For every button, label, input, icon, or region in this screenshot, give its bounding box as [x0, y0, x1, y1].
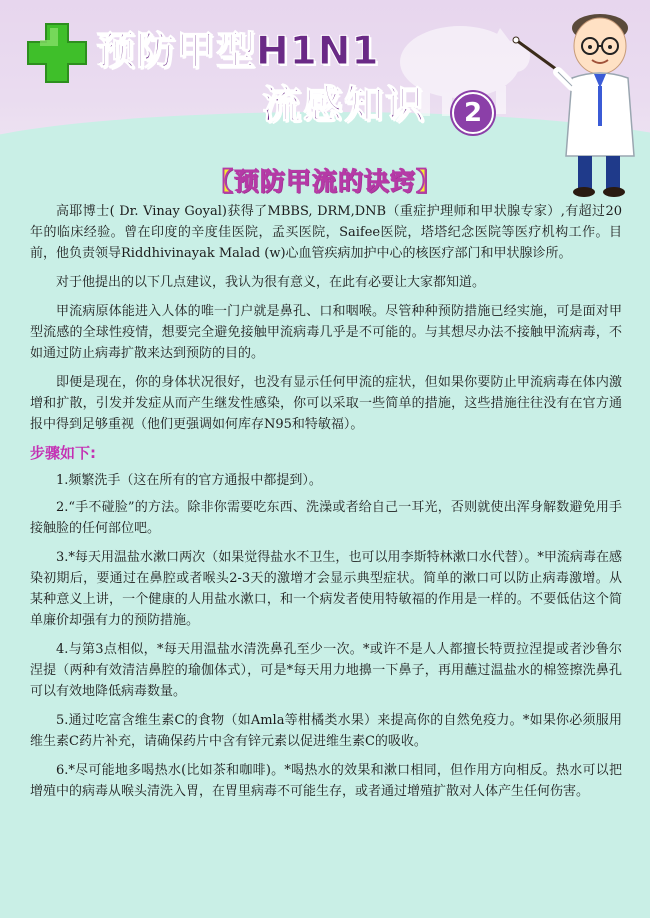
- intro-paragraph: 即便是现在，你的身体状况很好，也没有显示任何甲流的症状，但如果你要防止甲流病毒在体内激增和扩散，引发并发症从而产生继发性感染，你可以采取一些简单的措施，这些措施往往没有在官方通报中得到足够重视（他们更强调如何库存N95和特敏福）。: [30, 375, 622, 432]
- step-item: 4.与第3点相似，*每天用温盐水清洗鼻孔至少一次。*或许不是人人都擅长特贾拉涅提或者沙鲁尔涅提（两种有效清洁鼻腔的瑜伽体式），可是*每天用力地擤一下鼻子，再用蘸过温盐水的棉签擦洗鼻孔可以有效地降低病毒数量。: [30, 642, 622, 699]
- article-body: [30, 201, 622, 810]
- step-item: 2.“手不碰脸”的方法。除非你需要吃东西、洗澡或者给自己一耳光，否则就使出浑身解数避免用手接触脸的任何部位吧。: [30, 500, 622, 536]
- page-title-line2: 流感知识: [262, 83, 427, 128]
- steps-heading: 步骤如下:: [30, 444, 96, 462]
- step-item: 5.通过吃富含维生素C的食物（如Amla等柑橘类水果）来提高你的自然免疫力。*如果你必须服用维生素C药片补充，请确保药片中含有锌元素以促进维生素C的吸收。: [30, 713, 622, 749]
- step-item: 1.频繁洗手（这在所有的官方通报中都提到）。: [56, 473, 322, 488]
- page-title-line1: 预防甲型H1N1: [96, 29, 380, 74]
- section-title: 【预防甲流的诀窍】: [207, 167, 442, 196]
- part-number-badge: 2: [452, 92, 494, 134]
- intro-paragraph: 甲流病原体能进入人体的唯一门户就是鼻孔、口和咽喉。尽管种种预防措施已经实施，可是面对甲型流感的全球性疫情，想要完全避免接触甲流病毒几乎是不可能的。与其想尽办法不接触甲流病毒，不如通过防止病毒扩散来达到预防的目的。: [30, 304, 622, 361]
- step-item: 3.*每天用温盐水漱口两次（如果觉得盐水不卫生，也可以用李斯特林漱口水代替）。*甲流病毒在感染初期后，要通过在鼻腔或者喉头2-3天的激增才会显示典型症状。简单的漱口可以防止病毒激增。从某种意义上讲，一个健康的人用盐水漱口，和一个病发者使用特敏福的作用是一样的。不要低估这个简单廉价却强有力的预防措施。: [30, 550, 622, 628]
- step-item: 6.*尽可能地多喝热水(比如茶和咖啡)。*喝热水的效果和漱口相同，但作用方向相反。热水可以把增殖中的病毒从喉头清洗入胃，在胃里病毒不可能生存，或者通过增殖扩散对人体产生任何伤害。: [30, 763, 622, 799]
- green-cross-icon: [24, 20, 90, 86]
- intro-paragraph: 高耶博士( Dr. Vinay Goyal)获得了MBBS, DRM,DNB（重症护理师和甲状腺专家）,有超过20年的临床经验。曾在印度的辛度佳医院，孟买医院，Saifee医院，塔塔纪念医院等医疗机构工作。目前，他负责领导Riddhivinayak Malad (w)心血管疾病加护中心的核医疗部门和甲状腺诊所。: [30, 204, 622, 261]
- intro-paragraph: 对于他提出的以下几点建议，我认为很有意义，在此有必要让大家都知道。: [56, 275, 486, 290]
